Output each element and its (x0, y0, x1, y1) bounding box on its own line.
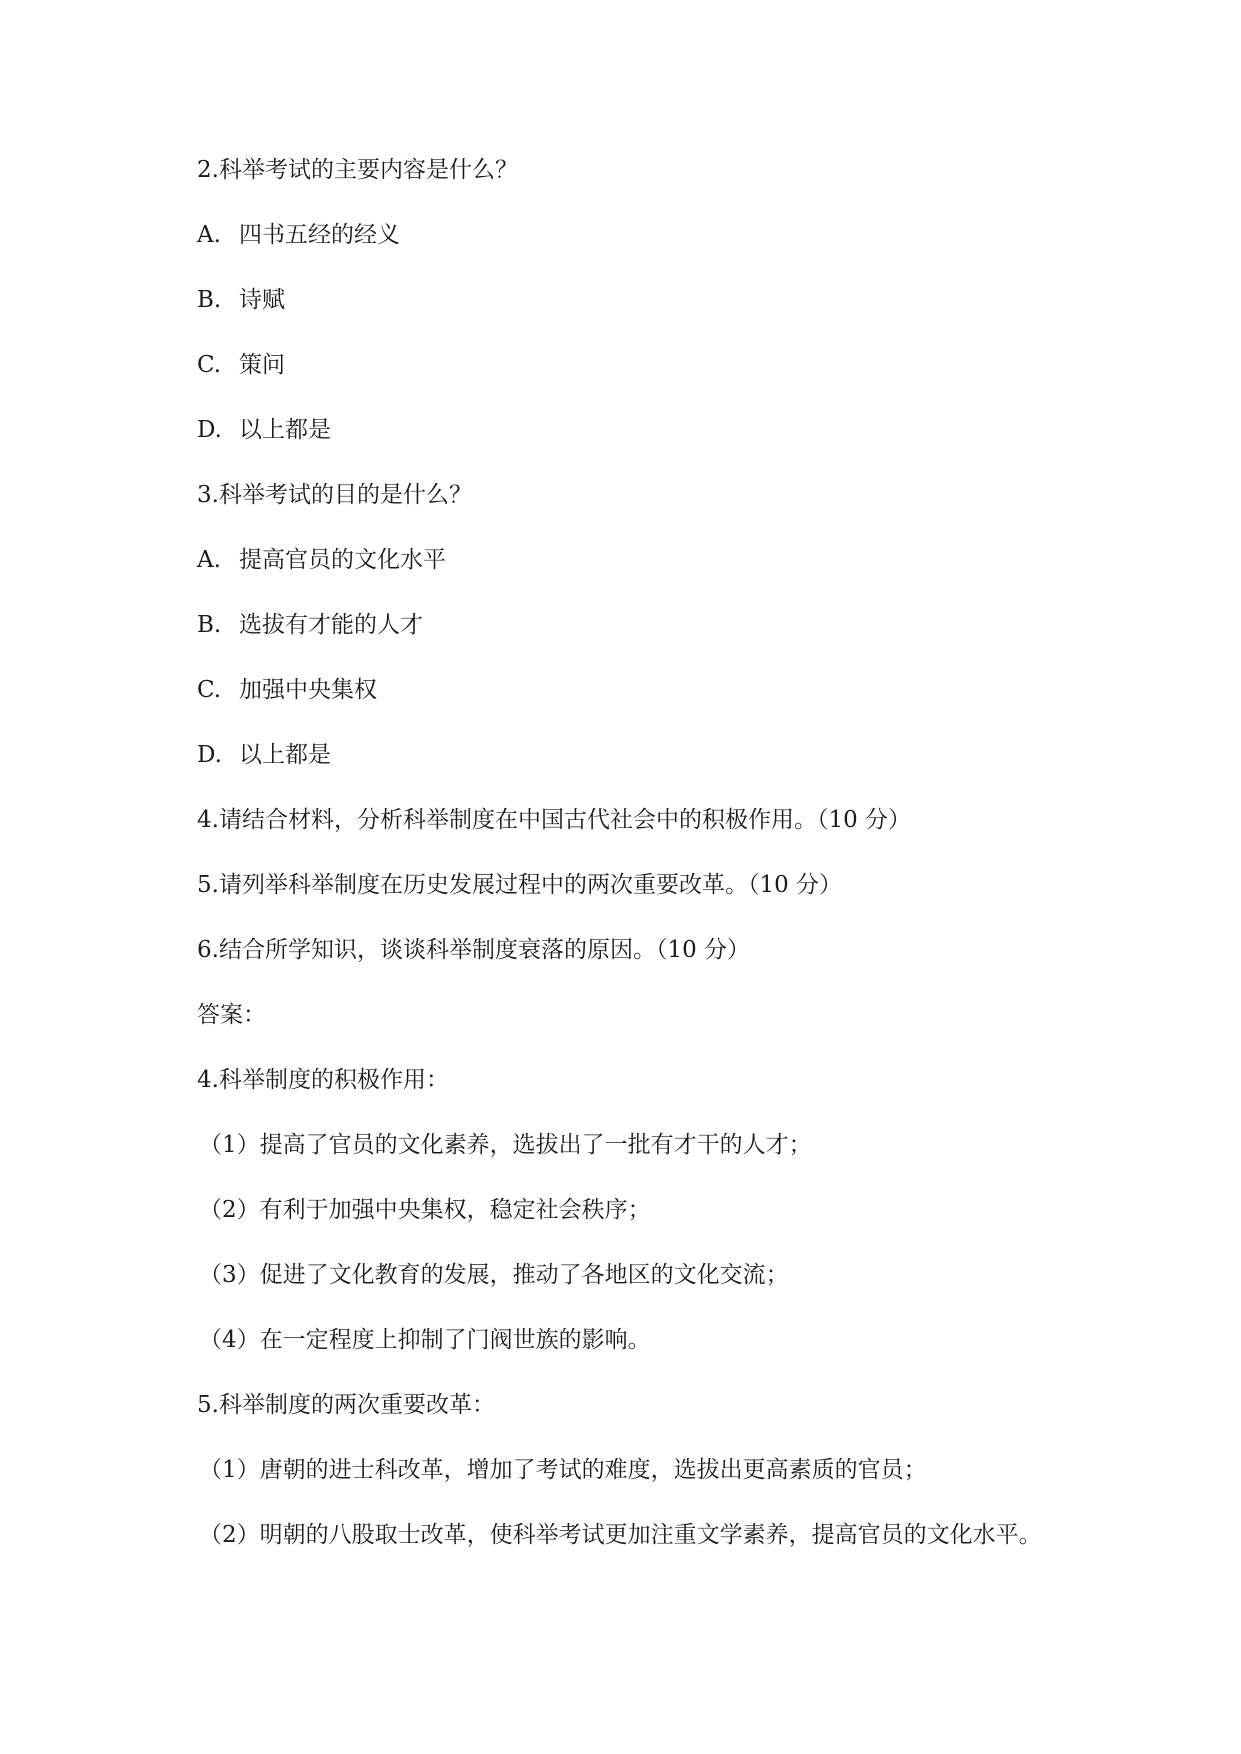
answer-4-point: （1）提高了官员的文化素养，选拔出了一批有才干的人才； (199, 1132, 812, 1158)
option-letter: D. (197, 417, 222, 443)
option-text: 以上都是 (239, 742, 331, 768)
answer-heading: 答案： (197, 1002, 266, 1028)
document-content (197, 146, 1157, 1576)
option-letter: C. (197, 677, 222, 703)
question-2-option-c (197, 341, 1157, 406)
option-letter: D. (197, 742, 222, 768)
question-3-option-b (197, 601, 1157, 666)
option-text: 四书五经的经义 (239, 222, 400, 248)
option-letter: A. (197, 547, 221, 573)
question-2-stem: 2.科举考试的主要内容是什么？ (197, 157, 518, 183)
option-text: 加强中央集权 (239, 677, 377, 703)
option-text: 提高官员的文化水平 (239, 547, 446, 573)
answer-5-point: （2）明朝的八股取士改革，使科举考试更加注重文学素养，提高官员的文化水平。 (199, 1522, 1042, 1548)
question-6: 6.结合所学知识，谈谈科举制度衰落的原因。（10 分） (197, 937, 751, 963)
question-2-option-d (197, 406, 1157, 471)
option-letter: B. (197, 612, 222, 638)
option-text: 以上都是 (239, 417, 331, 443)
question-3-option-d (197, 731, 1157, 796)
answer-4-point: （4）在一定程度上抑制了门阀世族的影响。 (199, 1327, 651, 1353)
answer-4-point: （3）促进了文化教育的发展，推动了各地区的文化交流； (199, 1262, 789, 1288)
question-2-option-a (197, 211, 1157, 276)
answer-4-point: （2）有利于加强中央集权，稳定社会秩序； (199, 1197, 651, 1223)
option-text: 策问 (239, 352, 285, 378)
question-3-option-c (197, 666, 1157, 731)
option-letter: B. (197, 287, 222, 313)
question-3-stem: 3.科举考试的目的是什么？ (197, 482, 472, 508)
question-4: 4.请结合材料，分析科举制度在中国古代社会中的积极作用。（10 分） (197, 807, 912, 833)
option-letter: A. (197, 222, 221, 248)
answer-5-point: （1）唐朝的进士科改革，增加了考试的难度，选拔出更高素质的官员； (199, 1457, 927, 1483)
answer-4-heading: 4.科举制度的积极作用： (197, 1067, 449, 1093)
question-2-option-b (197, 276, 1157, 341)
question-5: 5.请列举科举制度在历史发展过程中的两次重要改革。（10 分） (197, 872, 843, 898)
option-letter: C. (197, 352, 222, 378)
option-text: 诗赋 (239, 287, 285, 313)
answer-5-heading: 5.科举制度的两次重要改革： (197, 1392, 495, 1418)
question-3-option-a (197, 536, 1157, 601)
option-text: 选拔有才能的人才 (239, 612, 423, 638)
